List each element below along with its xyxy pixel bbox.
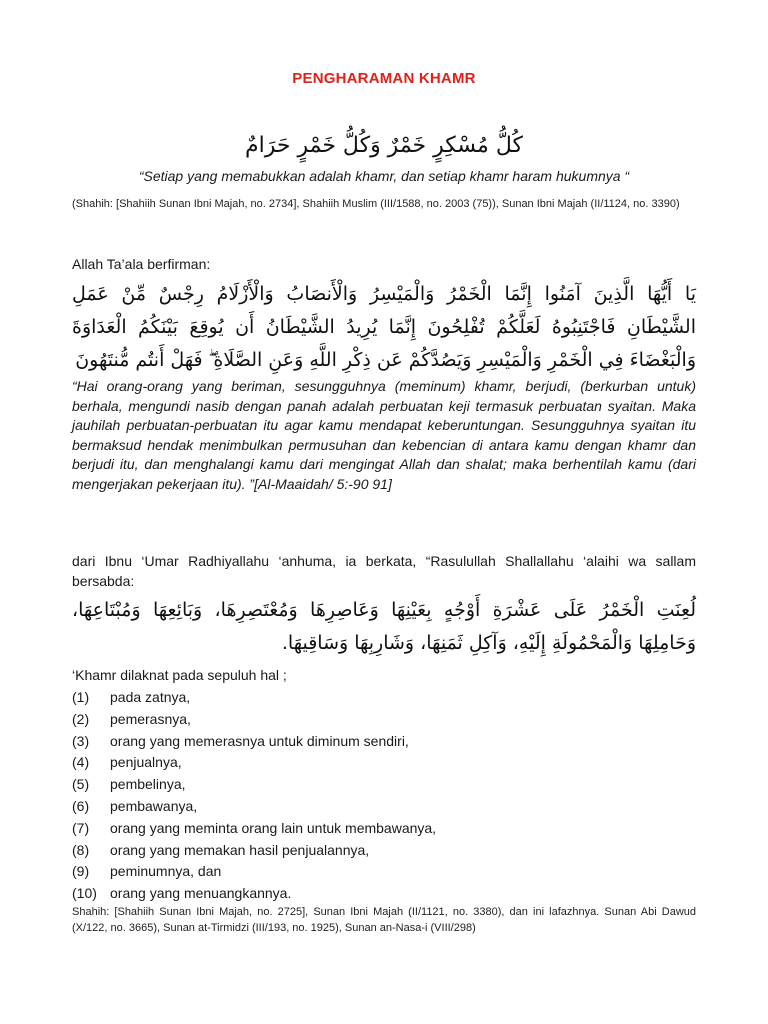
list-title: ‘Khamr dilaknat pada sepuluh hal ; [72,667,287,683]
list-item-text: pembelinya, [110,776,186,793]
page-title: PENGHARAMAN KHAMR [292,70,476,87]
list-item-text: orang yang meminta orang lain untuk membawanya, [110,819,437,836]
list-item-number: (5) [72,776,90,793]
list-item-number: (8) [72,841,90,858]
list-item-text: peminumnya, dan [110,863,222,880]
verse-arabic-text: يَا أَيُّهَا الَّذِينَ آمَنُوا إِنَّمَا الْخَمْرُ وَالْمَيْسِرُ وَالْأَنصَابُ وَالْأَزْلَامُ رِجْسٌ مِّنْ عَمَلِ الشَّيْطَانِ فَاجْتَنِبُوهُ لَعَلَّكُمْ تُفْلِحُونَ إِنَّمَا يُرِيدُ الشَّيْطَانُ أَن يُوقِعَ بَيْنَكُمُ الْعَدَاوَةَ وَالْبَغْضَاءَ فِي الْخَمْرِ وَالْمَيْسِرِ وَيَصُدَّكُمْ عَن ذِكْرِ اللَّهِ وَعَنِ الصَّلَاةِ ۖ فَهَلْ أَنتُم مُّنتَهُونَ [72,283,696,371]
list-item-text: pembawanya, [110,797,198,814]
list-item-text: penjualnya, [110,754,182,771]
list-item-text: pemerasnya, [110,710,191,727]
list-item-text: orang yang memerasnya untuk diminum sendiri, [110,732,409,749]
list-item-number: (7) [72,819,90,836]
list-item [72,861,696,883]
list-item-number: (10) [72,885,97,902]
list-item [72,818,696,840]
list-item [72,731,696,753]
list-item [72,774,696,796]
list-item-number: (1) [72,689,90,705]
list-item [72,840,696,862]
list-item-number: (9) [72,863,90,880]
curse-list [72,687,696,905]
hadith2-reference: Shahih: [Shahiih Sunan Ibni Majah, no. 2725], Sunan Ibni Majah (II/1121, no. 3380), dan ini lafazhnya. Sunan Abi Dawud (X/122, no. 3665), Sunan at-Tirmidzi (III/193, no. 1925), Sunan an-Nasa-i (VIII/298) [72,906,696,934]
hadith2-intro: dari Ibnu ‘Umar Radhiyallahu ‘anhuma, ia berkata, “Rasulullah Shallallahu ‘alaihi wa sallam bersabda: [72,553,696,589]
verse-intro: Allah Ta’ala berfirman: [72,256,211,272]
list-item [72,796,696,818]
hadith-reference: (Shahih: [Shahiih Sunan Ibni Majah, no. 2734], Shahiih Muslim (III/1588, no. 2003 (75)), Sunan Ibni Majah (II/1124, no. 3390) [72,198,680,210]
list-item-text: orang yang memakan hasil penjualannya, [110,841,370,858]
list-item-number: (4) [72,754,90,771]
verse-translation-text: “Hai orang-orang yang beriman, sesungguhnya (meminum) khamr, berjudi, (berkurban untuk) berhala, mengundi nasib dengan panah adalah perbuatan keji termasuk perbuatan syaitan. Maka jauhilah perbuatan-perbuatan itu agar kamu mendapat keberuntungan. Sesungguhnya syaitan itu bermaksud hendak menimbulkan permusuhan dan kebencian di antara kamu dengan khamr dan berjudi itu, dan menghalangi kamu dari mengingat Allah dan shalat; maka berhentilah kamu (dari mengerjakan pekerjaan itu). ” [72,378,696,492]
hadith-translation: “Setiap yang memabukkan adalah khamr, dan setiap khamr haram hukumnya “ [138,168,630,184]
hadith-arabic-text: كُلُّ مُسْكِرٍ خَمْرٌ وَكُلُّ خَمْرٍ حَرَامٌ [245,133,523,158]
list-item [72,687,696,709]
list-item-number: (3) [72,732,90,749]
verse-source: [Al-Maaidah/ 5:-90 91] [254,475,392,492]
list-item-text: pada zatnya, [110,689,191,705]
list-item [72,883,696,905]
verse-translation [72,377,696,494]
hadith2-arabic-text: لُعِنَتِ الْخَمْرُ عَلَى عَشْرَةِ أَوْجُهٍ بِعَيْنِهَا وَعَاصِرِهَا وَمُعْتَصِرِهَا، وَبَائِعِهَا وَمُبْتَاعِهَا، وَحَامِلِهَا وَالْمَحْمُولَةِ إِلَيْهِ، وَآكِلِ ثَمَنِهَا، وَشَارِبِهَا وَسَاقِيهَا. [72,599,696,654]
list-item-text: orang yang menuangkannya. [110,885,292,902]
list-item-number: (2) [72,710,90,727]
list-item [72,752,696,774]
list-item [72,709,696,731]
list-item-number: (6) [72,797,90,814]
